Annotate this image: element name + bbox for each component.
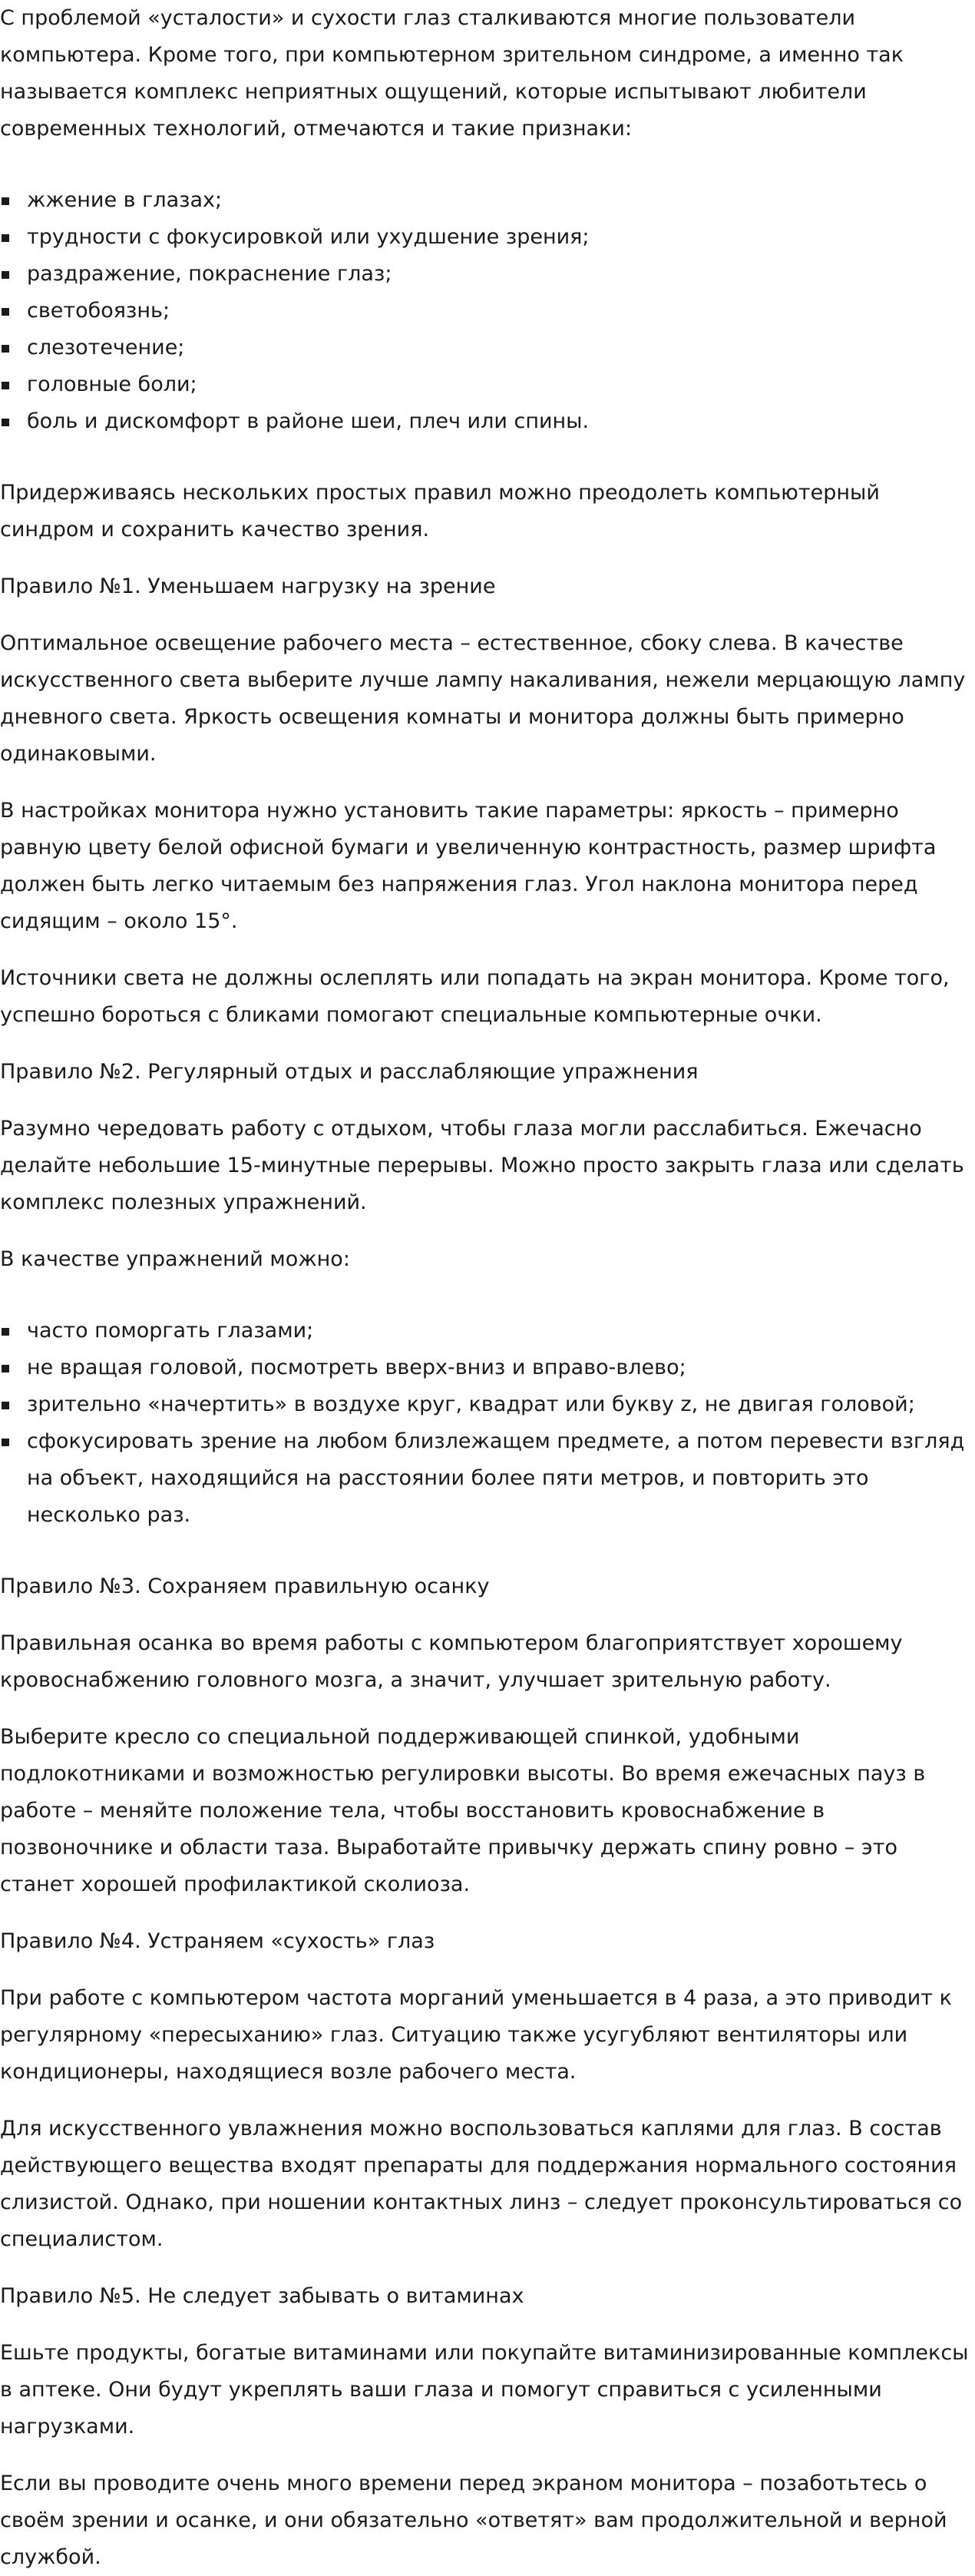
list-item [0, 403, 969, 440]
square-bullet-icon [2, 197, 9, 205]
rule-3-paragraph: Правильная осанка во время работы с компьютером благоприятствует хорошему кровоснабжению головного мозга, а значит, улучшает зрительную работу. [0, 1631, 903, 1692]
list-item [0, 256, 969, 293]
rule-1-paragraph: Оптимальное освещение рабочего места – естественное, сбоку слева. В качестве искусственного света выберите лучше лампу накаливания, нежели мерцающую лампу дневного света. Яркость освещения комнаты и монитора должны быть примерно одинаковыми. [0, 631, 966, 766]
intro-paragraph: С проблемой «усталости» и сухости глаз сталкиваются многие пользователи компьютера. Кроме того, при компьютерном зрительном синдроме, а именно так называется комплекс неприятных ощущений, которые испытывают любители современных технологий, отмечаются и такие признаки: [0, 6, 904, 141]
list-item [0, 293, 969, 329]
summary-paragraph: Придерживаясь нескольких простых правил можно преодолеть компьютерный синдром и сохранить качество зрения. [0, 481, 880, 541]
square-bullet-icon [2, 1328, 9, 1336]
list-item [0, 1313, 969, 1349]
rule-2-paragraph: В качестве упражнений можно: [0, 1247, 350, 1271]
square-bullet-icon [2, 308, 9, 316]
list-item [0, 182, 969, 219]
symptoms-list [0, 182, 969, 440]
rule-3-paragraph: Выберите кресло со специальной поддерживающей спинкой, удобными подлокотниками и возможностью регулировки высоты. Во время ежечасных пауз в работе – меняйте положение тела, чтобы восстановить кровоснабжение в позвоночнике и области таза. Выработайте привычку держать спину ровно – это станет хорошей профилактикой сколиоза. [0, 1725, 926, 1896]
rule-1-paragraph: Источники света не должны ослеплять или попадать на экран монитора. Кроме того, успешно бороться с бликами помогают специальные компьютерные очки. [0, 966, 950, 1027]
list-item-text: светобоязнь; [27, 299, 170, 323]
rule-4-paragraph: Для искусственного увлажнения можно воспользоваться каплями для глаз. В состав действующего вещества входят препараты для поддержания нормального состояния слизистой. Однако, при ношении контактных линз – следует проконсультироваться со специалистом. [0, 2117, 963, 2251]
square-bullet-icon [2, 1402, 9, 1409]
list-item-text: головные боли; [27, 372, 197, 396]
square-bullet-icon [2, 234, 9, 242]
list-item [0, 1386, 969, 1423]
list-item [0, 1423, 969, 1534]
rule-5-paragraph: Ешьте продукты, богатые витаминами или покупайте витаминизированные комплексы в аптеке. Они будут укреплять ваши глаза и помогут справиться с усиленными нагрузками. [0, 2341, 969, 2439]
square-bullet-icon [2, 1439, 9, 1446]
rule-4-paragraph: При работе с компьютером частота морганий уменьшается в 4 раза, а это приводит к регулярному «пересыханию» глаз. Ситуацию также усугубляют вентиляторы или кондиционеры, находящиеся возле рабочего места. [0, 1986, 952, 2084]
list-item-text: боль и дискомфорт в районе шеи, плеч или спины. [27, 409, 590, 433]
square-bullet-icon [2, 271, 9, 279]
list-item-text: жжение в глазах; [27, 188, 223, 212]
rule-1-paragraph: В настройках монитора нужно установить такие параметры: яркость – примерно равную цвету белой офисной бумаги и увеличенную контрастность, размер шрифта должен быть легко читаемым без напряжения глаз. Угол наклона монитора перед сидящим – около 15°. [0, 799, 937, 933]
rule-2-heading: Правило №2. Регулярный отдых и расслабляющие упражнения [0, 1060, 699, 1084]
list-item-text: слезотечение; [27, 336, 185, 359]
square-bullet-icon [2, 1365, 9, 1372]
rule-1-heading: Правило №1. Уменьшаем нагрузку на зрение [0, 574, 496, 598]
list-item [0, 366, 969, 403]
exercises-list [0, 1313, 969, 1534]
rule-4-heading: Правило №4. Устраняем «сухость» глаз [0, 1929, 435, 1953]
list-item-text: раздражение, покраснение глаз; [27, 262, 392, 286]
list-item-text: не вращая головой, посмотреть вверх-вниз и вправо-влево; [27, 1356, 686, 1379]
list-item [0, 219, 969, 256]
rule-5-heading: Правило №5. Не следует забывать о витаминах [0, 2284, 524, 2308]
rule-3-heading: Правило №3. Сохраняем правильную осанку [0, 1574, 490, 1598]
list-item-text: зрительно «начертить» в воздухе круг, квадрат или букву z, не двигая головой; [27, 1392, 915, 1416]
square-bullet-icon [2, 419, 9, 426]
list-item-text: часто поморгать глазами; [27, 1319, 314, 1343]
square-bullet-icon [2, 382, 9, 389]
closing-paragraph: Если вы проводите очень много времени перед экраном монитора – позаботьтесь о своём зрении и осанке, и они обязательно «ответят» вам продолжительной и верной службой. [0, 2472, 947, 2569]
rule-2-paragraph: Разумно чередовать работу с отдыхом, чтобы глаза могли расслабиться. Ежечасно делайте небольшие 15-минутные перерывы. Можно просто закрыть глаза или сделать комплекс полезных упражнений. [0, 1117, 964, 1214]
list-item [0, 329, 969, 366]
list-item [0, 1349, 969, 1386]
list-item-text: сфокусировать зрение на любом близлежащем предмете, а потом перевести взгляд на объект, находящийся на расстоянии более пяти метров, и повторить это несколько раз. [27, 1429, 965, 1527]
list-item-text: трудности с фокусировкой или ухудшение зрения; [27, 225, 590, 249]
square-bullet-icon [2, 345, 9, 353]
